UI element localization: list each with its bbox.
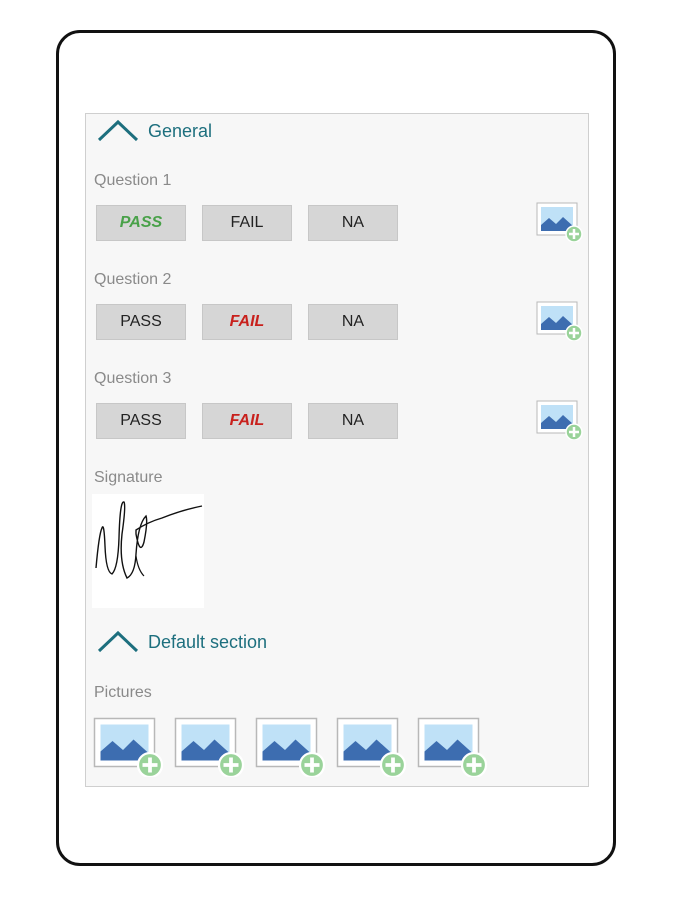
add-picture-icon[interactable] [336, 717, 408, 777]
na-button[interactable]: NA [308, 205, 398, 241]
form-panel [85, 113, 589, 787]
fail-button[interactable]: FAIL [202, 403, 292, 439]
na-button[interactable]: NA [308, 403, 398, 439]
signature-label: Signature [94, 469, 163, 486]
pictures-label: Pictures [94, 684, 152, 701]
section-title: Default section [148, 631, 268, 652]
pass-button[interactable]: PASS [96, 304, 186, 340]
add-picture-icon[interactable] [93, 717, 165, 777]
add-picture-icon[interactable] [417, 717, 489, 777]
question-label: Question 1 [94, 172, 172, 189]
section-title: General [148, 120, 213, 141]
add-photo-icon[interactable] [536, 301, 584, 341]
section-header-general[interactable] [96, 118, 212, 144]
section-header-default[interactable] [96, 629, 267, 655]
na-button[interactable]: NA [308, 304, 398, 340]
signature-pad[interactable] [92, 494, 204, 608]
pass-button[interactable]: PASS [96, 205, 186, 241]
question-label: Question 3 [94, 370, 172, 387]
add-photo-icon[interactable] [536, 400, 584, 440]
add-picture-icon[interactable] [255, 717, 327, 777]
pass-button[interactable]: PASS [96, 403, 186, 439]
add-picture-icon[interactable] [174, 717, 246, 777]
fail-button[interactable]: FAIL [202, 304, 292, 340]
fail-button[interactable]: FAIL [202, 205, 292, 241]
chevron-up-icon [96, 629, 140, 655]
chevron-up-icon [96, 118, 140, 144]
add-photo-icon[interactable] [536, 202, 584, 242]
question-label: Question 2 [94, 271, 172, 288]
